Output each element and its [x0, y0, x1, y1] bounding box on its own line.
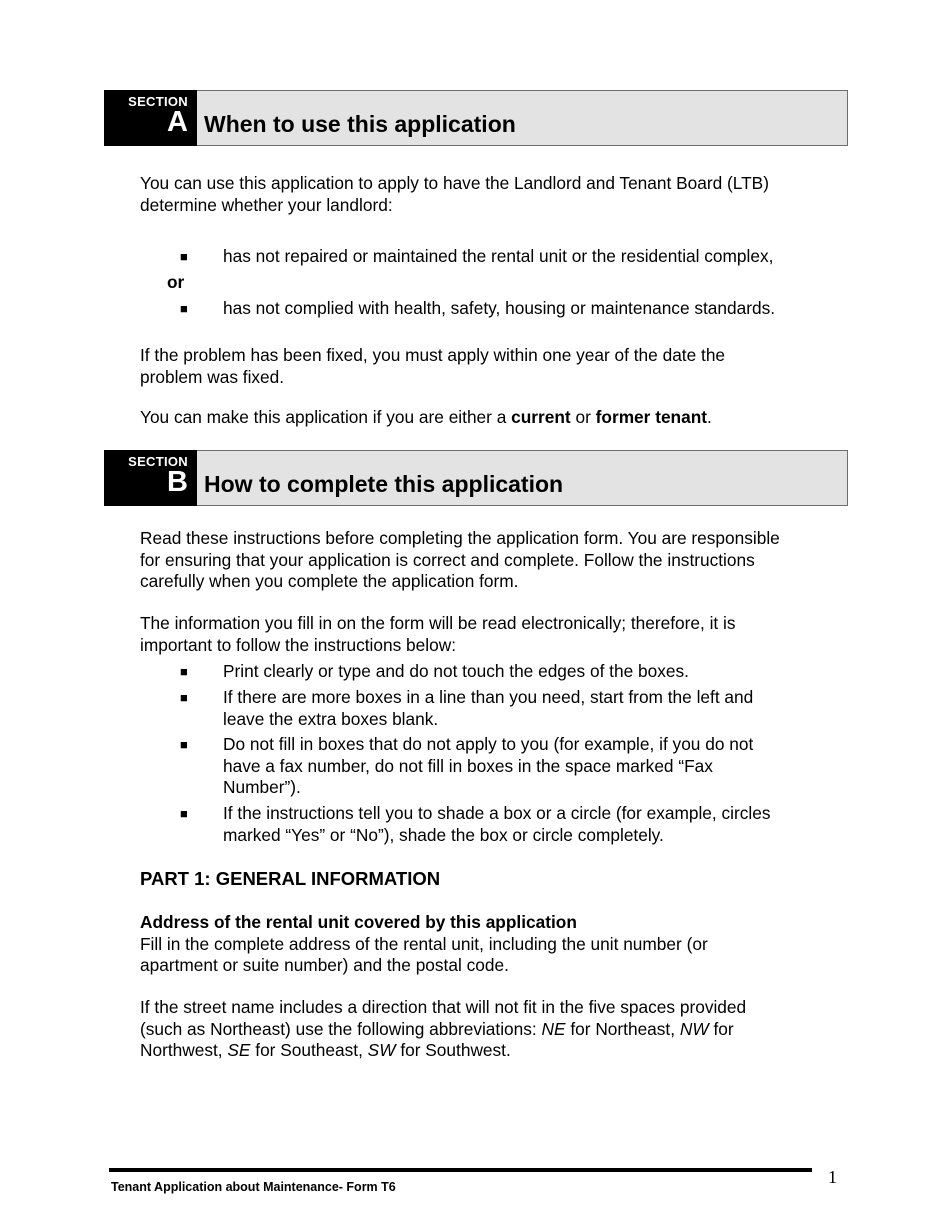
section-label: SECTION: [128, 454, 188, 469]
square-bullet-icon: ■: [180, 737, 188, 752]
electronic-reading-paragraph: The information you fill in on the form will be read electronically; therefore, it is important to follow the instructions below:: [140, 613, 736, 655]
section-a-header: [104, 90, 848, 146]
section-letter: A: [167, 106, 188, 138]
footer-rule: [109, 1168, 812, 1172]
section-a-intro: You can use this application to apply to have the Landlord and Tenant Board (LTB) determine whether your landlord:: [140, 173, 769, 215]
address-paragraph: Address of the rental unit covered by this application Fill in the complete address of the rental unit, including the unit number (or apartment or suite number) and the postal code.: [140, 912, 708, 975]
square-bullet-icon: ■: [180, 690, 188, 705]
street-direction-paragraph: If the street name includes a direction that will not fit in the five spaces provided (such as Northeast) use the following abbreviations: NE for Northeast, NW for Northwest, SE for Southeast, SW for Southwest.: [140, 997, 747, 1060]
section-label: SECTION: [128, 94, 188, 109]
read-instructions-paragraph: Read these instructions before completing the application form. You are responsible for ensuring that your application is correct and complete. Follow the instructions carefully when you complete the application form.: [140, 528, 780, 591]
section-letter: B: [167, 466, 188, 498]
or-connector: or: [167, 272, 185, 292]
problem-fixed-paragraph: If the problem has been fixed, you must apply within one year of the date the problem was fixed.: [140, 345, 726, 387]
square-bullet-icon: ■: [180, 249, 188, 264]
eligibility-paragraph: You can make this application if you are either a current or former tenant.: [140, 407, 712, 427]
section-a-tag: [104, 90, 197, 146]
section-b-tag: [104, 450, 197, 506]
part-1-heading: PART 1: GENERAL INFORMATION: [140, 868, 441, 889]
section-b-title: How to complete this application: [204, 471, 564, 497]
section-b-header: [104, 450, 848, 506]
square-bullet-icon: ■: [180, 806, 188, 821]
page-number: 1: [828, 1167, 837, 1187]
square-bullet-icon: ■: [180, 301, 188, 316]
address-subheading: Address of the rental unit covered by this application: [140, 912, 577, 932]
square-bullet-icon: ■: [180, 664, 188, 679]
footer-form-title: Tenant Application about Maintenance- Form T6: [111, 1180, 396, 1194]
section-a-title: When to use this application: [204, 111, 516, 137]
